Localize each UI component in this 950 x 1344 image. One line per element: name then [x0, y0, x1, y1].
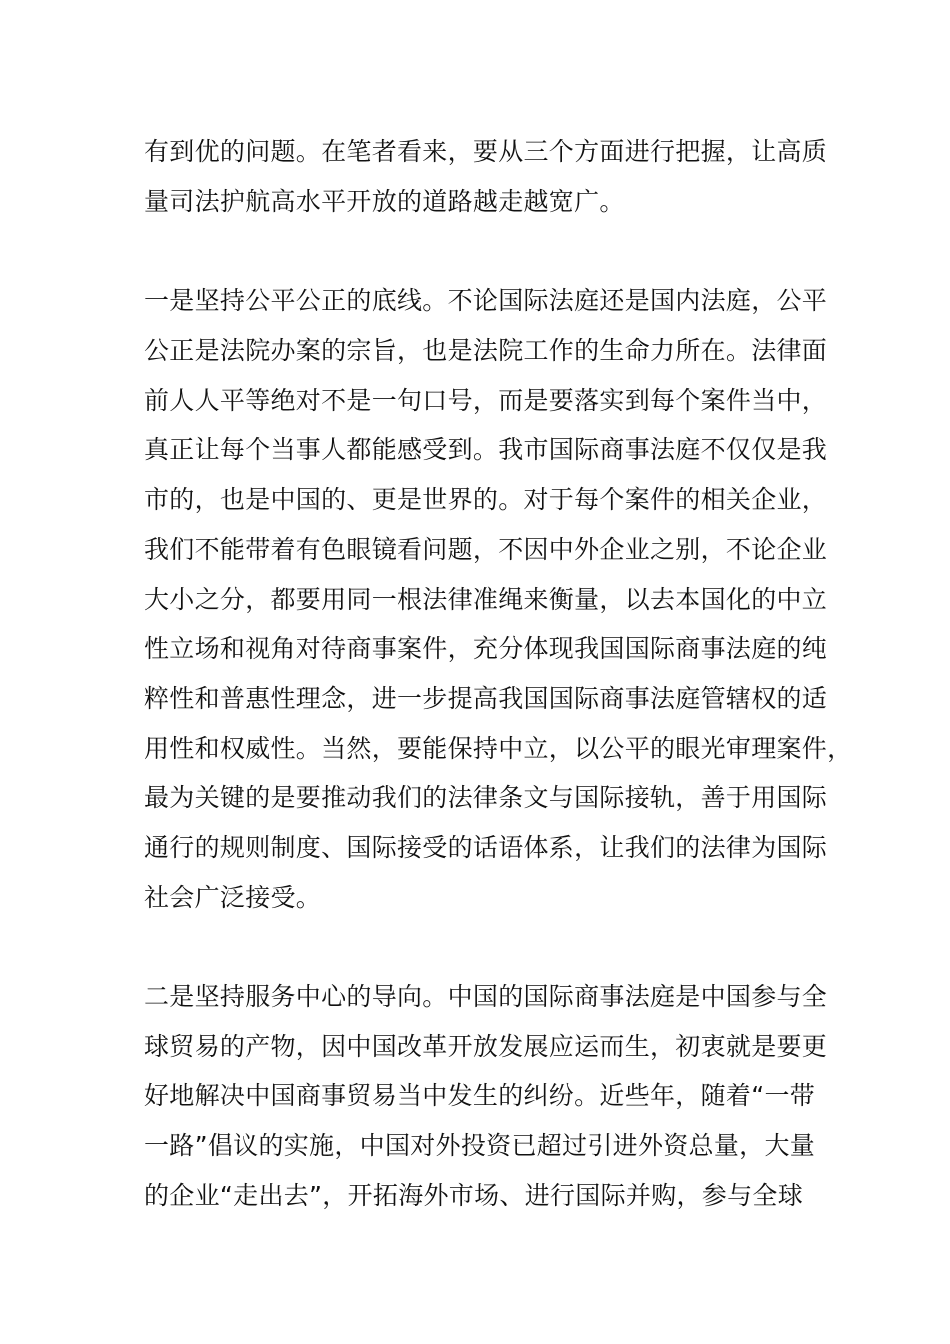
- paragraph-2-line-12: 通行的规则制度、国际接受的话语体系，让我们的法律为国际: [144, 833, 828, 862]
- paragraph-2-line-11: 最为关键的是要推动我们的法律条文与国际接轨，善于用国际: [144, 783, 828, 812]
- paragraph-3-line-4: 一路”倡议的实施，中国对外投资已超过引进外资总量，大量: [144, 1131, 816, 1160]
- paragraph-2-line-9: 粹性和普惠性理念，进一步提高我国国际商事法庭管辖权的适: [144, 684, 828, 713]
- paragraph-2-line-2: 公正是法院办案的宗旨，也是法院工作的生命力所在。法律面: [144, 336, 828, 365]
- paragraph-3-line-5: 的企业“走出去”，开拓海外市场、进行国际并购，参与全球: [144, 1181, 804, 1210]
- paragraph-2-line-1: 一是坚持公平公正的底线。不论国际法庭还是国内法庭，公平: [144, 286, 828, 315]
- paragraph-2-line-3: 前人人平等绝对不是一句口号，而是要落实到每个案件当中，: [144, 386, 828, 415]
- paragraph-1-line-1: 有到优的问题。在笔者看来，要从三个方面进行把握，让高质: [144, 137, 828, 166]
- paragraph-2-line-6: 我们不能带着有色眼镜看问题，不因中外企业之别，不论企业: [144, 535, 828, 564]
- paragraph-2-line-5: 市的，也是中国的、更是世界的。对于每个案件的相关企业，: [144, 485, 828, 514]
- paragraph-2-line-8: 性立场和视角对待商事案件，充分体现我国国际商事法庭的纯: [144, 634, 828, 663]
- paragraph-2-line-7: 大小之分，都要用同一根法律准绳来衡量，以去本国化的中立: [144, 585, 828, 614]
- paragraph-2-line-4: 真正让每个当事人都能感受到。我市国际商事法庭不仅仅是我: [144, 435, 828, 464]
- paragraph-1-line-2: 量司法护航高水平开放的道路越走越宽广。: [144, 187, 625, 216]
- paragraph-2-line-10: 用性和权威性。当然，要能保持中立，以公平的眼光审理案件，: [144, 734, 853, 763]
- paragraph-3-line-1: 二是坚持服务中心的导向。中国的国际商事法庭是中国参与全: [144, 982, 828, 1011]
- paragraph-3-line-2: 球贸易的产物，因中国改革开放发展应运而生，初衷就是要更: [144, 1032, 828, 1061]
- paragraph-3-line-3: 好地解决中国商事贸易当中发生的纠纷。近些年，随着“一带: [144, 1081, 816, 1110]
- paragraph-2-line-13: 社会广泛接受。: [144, 883, 322, 912]
